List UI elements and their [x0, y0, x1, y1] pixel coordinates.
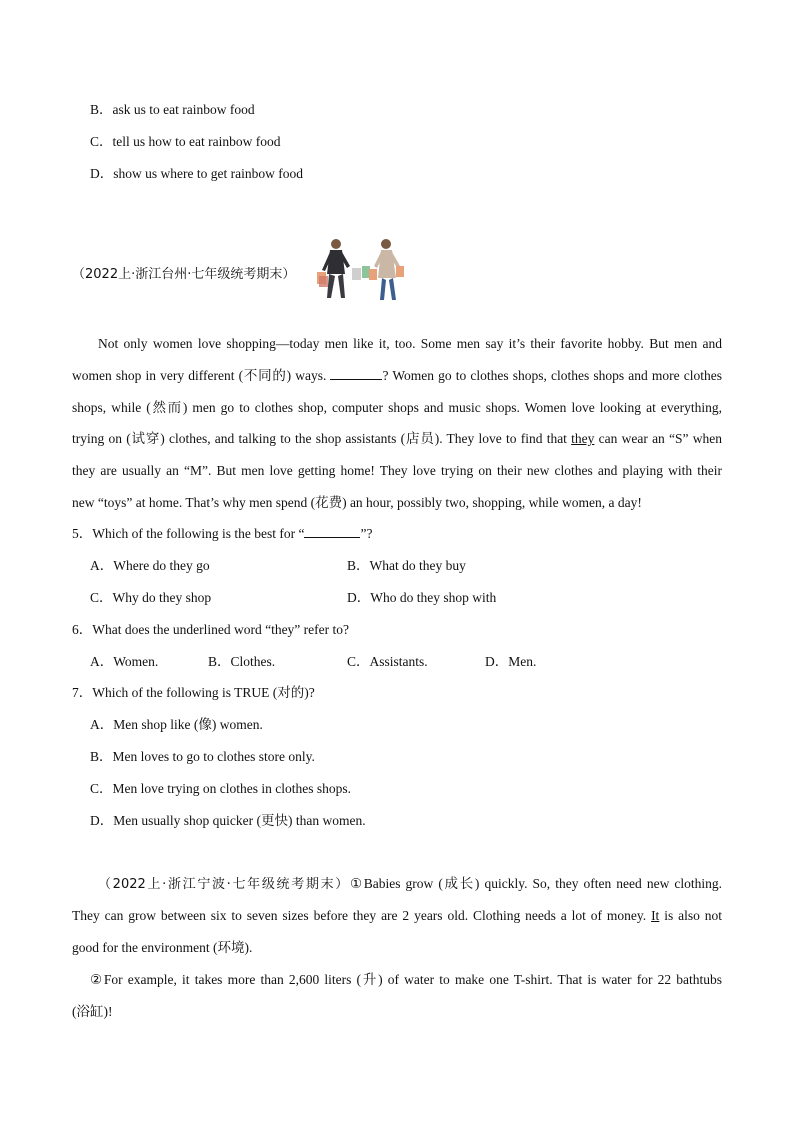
- text-segment: ? Women go to clothes shops, clothes shops and more clothes: [382, 368, 722, 383]
- q7-option-d: D．Men usually shop quicker (更快) than women.: [90, 813, 366, 828]
- passage2-line-4: ②For example, it takes more than 2,600 liters (升) of water to make one T-shirt. That is water for 22 bathtubs: [90, 972, 722, 987]
- option-text: show us where to get rainbow food: [113, 166, 303, 181]
- option-d: [90, 165, 303, 183]
- option-text: tell us how to eat rainbow food: [112, 134, 281, 149]
- text-segment: ①Babies grow (成长) quickly. So, they often need new clothing.: [349, 876, 723, 891]
- q6-option-a: A．Women.: [90, 654, 159, 669]
- passage1-line-6: new “toys” at home. That’s why men spend (花费) an hour, possibly two, shopping, while women, a day!: [72, 495, 642, 510]
- option-letter: D．: [90, 166, 114, 181]
- passage1-line-1: Not only women love shopping—today men like it, too. Some men say it’s their favorite hobby. But men and: [98, 336, 722, 351]
- option-letter: B．: [90, 102, 113, 117]
- q7-option-b: B．Men loves to go to clothes store only.: [90, 749, 315, 764]
- text-segment: trying on (试穿) clothes, and talking to the shop assistants (店员). They love to find that: [72, 431, 572, 446]
- answer-blank: [330, 367, 382, 380]
- question-stem: ”?: [360, 526, 373, 541]
- passage2-line-1: [98, 875, 722, 894]
- passage1-line-4: [72, 430, 722, 448]
- text-segment: can wear an “S” when: [594, 431, 722, 446]
- shopping-couple-illustration: [310, 236, 414, 308]
- question-stem: What does the underlined word “they” refer to?: [92, 622, 350, 637]
- option-text: ask us to eat rainbow food: [112, 102, 255, 117]
- option-letter: C．: [90, 134, 113, 149]
- question-stem: Which of the following is the best for “: [92, 526, 305, 541]
- passage2-line-2: [72, 907, 722, 925]
- q7-option-a: A．Men shop like (像) women.: [90, 717, 263, 732]
- text-segment: is also not: [659, 908, 722, 923]
- q5-option-c: C．Why do they shop: [90, 590, 212, 605]
- text-segment: women shop in very different (不同的) ways.: [72, 368, 331, 383]
- question-7: [72, 684, 315, 702]
- option-c: [90, 133, 280, 151]
- q6-option-b: B．Clothes.: [208, 654, 276, 669]
- question-stem: Which of the following is TRUE (对的)?: [92, 685, 315, 700]
- q7-option-c: C．Men love trying on clothes in clothes shops.: [90, 781, 351, 796]
- q5-option-a: A．Where do they go: [90, 558, 210, 573]
- passage2-line-5: (浴缸)!: [72, 1004, 113, 1019]
- option-b: [90, 101, 255, 119]
- passage1-source: （2022上·浙江台州·七年级统考期末）: [72, 267, 296, 282]
- text-segment: They can grow between six to seven sizes before they are 2 years old. Clothing needs a lot of money.: [72, 908, 652, 923]
- underlined-word: they: [571, 431, 595, 446]
- question-6: [72, 621, 349, 639]
- question-number: 6．: [72, 622, 93, 637]
- q5-option-b: B．What do they buy: [347, 558, 466, 573]
- underlined-word: It: [651, 908, 660, 923]
- q6-option-c: C．Assistants.: [347, 654, 428, 669]
- question-5: [72, 525, 372, 543]
- passage2-source: （2022上·浙江宁波·七年级统考期末）: [98, 877, 350, 892]
- question-number: 5．: [72, 526, 93, 541]
- passage1-line-3: shops, while (然而) men go to clothes shop, computer shops and music shops. Women love looking at everything,: [72, 400, 722, 415]
- passage1-line-5: they are usually an “M”. But men love getting home! They love trying on their new clothes and playing with their: [72, 463, 722, 478]
- passage1-line-2: [72, 367, 722, 385]
- question-number: 7．: [72, 685, 93, 700]
- q6-option-d: D．Men.: [485, 654, 537, 669]
- q5-option-d: D．Who do they shop with: [347, 590, 497, 605]
- answer-blank: [304, 525, 360, 538]
- passage2-line-3: good for the environment (环境).: [72, 940, 253, 955]
